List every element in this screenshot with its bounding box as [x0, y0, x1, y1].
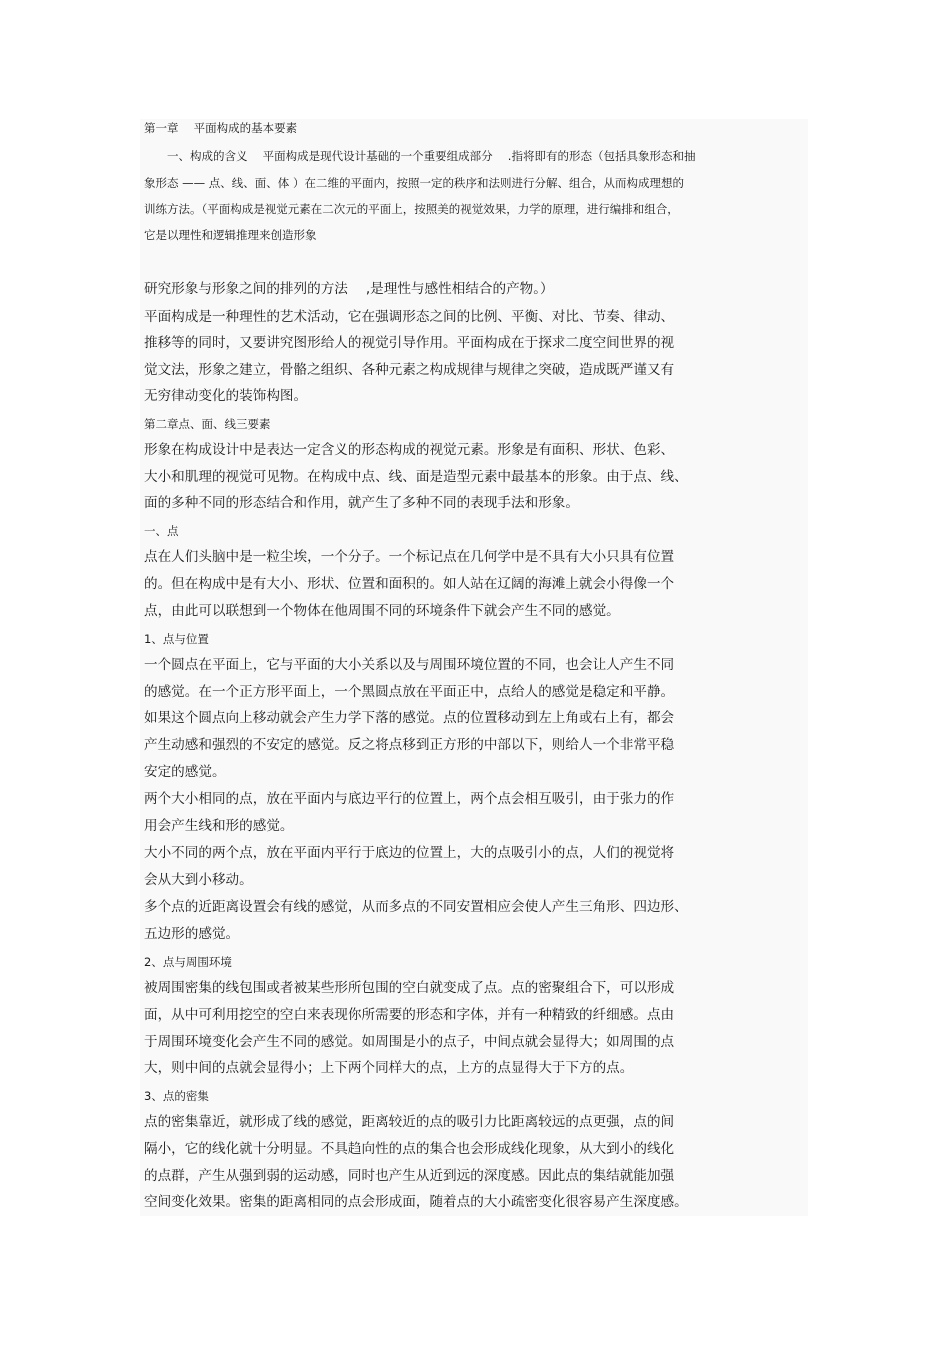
- text-line: 产生动感和强烈的不安定的感觉。反之将点移到正方形的中部以下，则给人一个非常平稳: [144, 737, 675, 753]
- text-line: 空间变化效果。密集的距离相同的点会形成面，随着点的大小疏密变化很容易产生深度感。: [144, 1194, 688, 1210]
- section-heading: 一、点: [144, 524, 179, 538]
- section-heading: 1、点与位置: [144, 632, 209, 646]
- text-line: 五边形的感觉。: [144, 926, 240, 942]
- text-line: 用会产生线和形的感觉。: [144, 818, 294, 834]
- text-line: 点，由此可以联想到一个物体在他周围不同的环境条件下就会产生不同的感觉。: [144, 603, 620, 619]
- text-line: 象形态 —— 点、线、面、体 ）在二维的平面内，按照一定的秩序和法则进行分解、组合，从而构成理想的: [144, 176, 684, 190]
- text-line: 隔小，它的线化就十分明显。不具趋向性的点的集合也会形成线化现象，从大到小的线化: [144, 1141, 675, 1157]
- text-line: 面，从中可利用挖空的空白来表现你所需要的形态和字体，并有一种精致的纤细感。点由: [144, 1007, 675, 1023]
- chapter-2-title: 第二章点、面、线三要素: [144, 417, 271, 431]
- text-line: 研究形象与形象之间的排列的方法 ,是理性与感性相结合的产物。）: [144, 281, 554, 297]
- text-line: 如果这个圆点向上移动就会产生力学下落的感觉。点的位置移动到左上角或右上有，都会: [144, 710, 675, 726]
- text-line: 的感觉。在一个正方形平面上，一个黑圆点放在平面正中，点给人的感觉是稳定和平静。: [144, 684, 675, 700]
- text-line: 觉文法，形象之建立，骨骼之组织、各种元素之构成规律与规律之突破，造成既严谨又有: [144, 362, 675, 378]
- section-heading: 2、点与周围环境: [144, 955, 232, 969]
- text-line: 面的多种不同的形态结合和作用，就产生了多种不同的表现手法和形象。: [144, 495, 579, 511]
- text-line: 于周围环境变化会产生不同的感觉。如周围是小的点子，中间点就会显得大；如周围的点: [144, 1034, 675, 1050]
- text-line: 训练方法。（平面构成是视觉元素在二次元的平面上，按照美的视觉效果，力学的原理，进行编排和组合，: [144, 202, 679, 216]
- text-line: 多个点的近距离设置会有线的感觉，从而多点的不同安置相应会使人产生三角形、四边形、: [144, 899, 688, 915]
- text-line: 无穷律动变化的装饰构图。: [144, 388, 308, 404]
- text-line: 它是以理性和逻辑推理来创造形象: [144, 228, 317, 242]
- text-line: 推移等的同时，又要讲究图形给人的视觉引导作用。平面构成在于探求二度空间世界的视: [144, 335, 675, 351]
- text-line: 大小不同的两个点，放在平面内平行于底边的位置上，大的点吸引小的点，人们的视觉将: [144, 845, 675, 861]
- text-line: 平面构成是一种理性的艺术活动，它在强调形态之间的比例、平衡、对比、节奏、律动、: [144, 309, 675, 325]
- text-line: 两个大小相同的点，放在平面内与底边平行的位置上，两个点会相互吸引，由于张力的作: [144, 791, 675, 807]
- text-line: 点在人们头脑中是一粒尘埃，一个分子。一个标记点在几何学中是不具有大小只具有位置: [144, 549, 675, 565]
- section-heading: 3、点的密集: [144, 1089, 209, 1103]
- text-line: 安定的感觉。: [144, 764, 226, 780]
- text-line: 会从大到小移动。: [144, 872, 253, 888]
- text-line: 大，则中间的点就会显得小；上下两个同样大的点，上方的点显得大于下方的点。: [144, 1060, 634, 1076]
- text-line: 一个圆点在平面上，它与平面的大小关系以及与周围环境位置的不同，也会让人产生不同: [144, 657, 675, 673]
- text-line: 的点群，产生从强到弱的运动感，同时也产生从近到远的深度感。因此点的集结就能加强: [144, 1168, 675, 1184]
- text-line: 一、构成的含义 平面构成是现代设计基础的一个重要组成部分 .指将即有的形态（包括具象形态和抽: [144, 149, 696, 163]
- text-line: 点的密集靠近，就形成了线的感觉，距离较近的点的吸引力比距离较远的点更强，点的间: [144, 1114, 675, 1130]
- text-line: 大小和肌理的视觉可见物。在构成中点、线、面是造型元素中最基本的形象。由于点、线、: [144, 469, 688, 485]
- text-line: 被周围密集的线包围或者被某些形所包围的空白就变成了点。点的密聚组合下，可以形成: [144, 980, 675, 996]
- chapter-1-title: 第一章 平面构成的基本要素: [144, 121, 298, 135]
- text-line: 的。但在构成中是有大小、形状、位置和面积的。如人站在辽阔的海滩上就会小得像一个: [144, 576, 675, 592]
- text-line: 形象在构成设计中是表达一定含义的形态构成的视觉元素。形象是有面积、形状、色彩、: [144, 442, 675, 458]
